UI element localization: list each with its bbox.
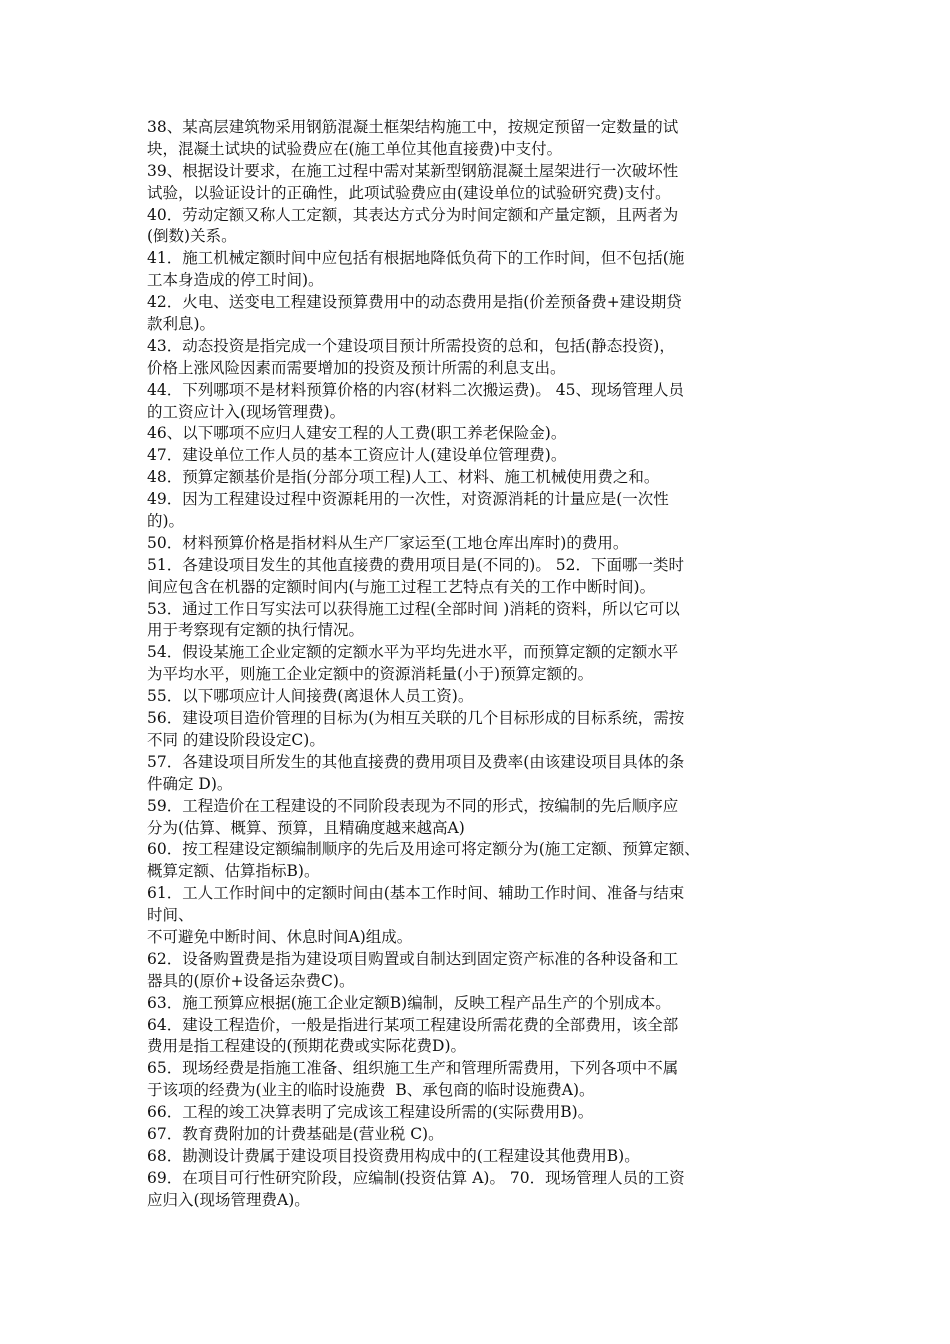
text-line: 的工资应计入(现场管理费)。 bbox=[147, 402, 346, 421]
text-line: 55．以下哪项应计人间接费(离退休人员工资)。 bbox=[147, 687, 474, 706]
text-line: 试验，以验证设计的正确性，此项试验费应由(建设单位的试验研究费)支付。 bbox=[147, 183, 671, 202]
text-line: 款利息)。 bbox=[147, 315, 216, 334]
text-line: 时间、 bbox=[147, 906, 194, 925]
text-line: 63．施工预算应根据(施工企业定额B)编制，反映工程产品生产的个别成本。 bbox=[147, 993, 671, 1012]
text-line: 51．各建设项目发生的其他直接费的费用项目是(不同的)。 52．下面哪一类时 bbox=[147, 555, 684, 574]
text-line: 42．火电、送变电工程建设预算费用中的动态费用是指(价差预备费+建设期贷 bbox=[147, 293, 682, 312]
text-line: 的)。 bbox=[147, 512, 185, 531]
text-line: 48．预算定额基价是指(分部分项工程)人工、材料、施工机械使用费之和。 bbox=[147, 468, 660, 487]
text-line: 于该项的经费为(业主的临时设施费 B、承包商的临时设施费A)。 bbox=[147, 1081, 595, 1100]
text-line: 49．因为工程建设过程中资源耗用的一次性，对资源消耗的计量应是(一次性 bbox=[147, 490, 669, 509]
text-line: 53．通过工作日写实法可以获得施工过程(全部时间 )消耗的资料，所以它可以 bbox=[147, 599, 680, 618]
text-line: 69．在项目可行性研究阶段，应编制(投资估算 A)。 70．现场管理人员的工资 bbox=[147, 1168, 685, 1187]
text-line: 56．建设项目造价管理的目标为(为相互关联的几个目标形成的目标系统，需按 bbox=[147, 709, 685, 728]
text-line: 器具的(原价+设备运杂费C)。 bbox=[147, 971, 355, 990]
text-line: 分为(估算、概算、预算，且精确度越来越高A) bbox=[147, 818, 465, 837]
text-line: 57．各建设项目所发生的其他直接费的费用项目及费率(由该建设项目具体的条 bbox=[147, 752, 685, 771]
text-line: 46、以下哪项不应归人建安工程的人工费(职工养老保险金)。 bbox=[147, 424, 567, 443]
text-line: 44．下列哪项不是材料预算价格的内容(材料二次搬运费)。 45、现场管理人员 bbox=[147, 380, 684, 399]
text-line: 不同 的建设阶段设定C)。 bbox=[147, 730, 325, 749]
text-line: 40．劳动定额又称人工定额，其表达方式分为时间定额和产量定额，且两者为 bbox=[147, 205, 679, 224]
text-line: 41．施工机械定额时间中应包括有根据地降低负荷下的工作时间，但不包括(施 bbox=[147, 249, 685, 268]
text-line: 工本身造成的停工时间)。 bbox=[147, 271, 324, 290]
text-line: 38、某高层建筑物采用钢筋混凝土框架结构施工中，按规定预留一定数量的试 bbox=[147, 118, 679, 136]
text-line: 费用是指工程建设的(预期花费或实际花费D)。 bbox=[147, 1037, 467, 1056]
text-line: 66．工程的竣工决算表明了完成该工程建设所需的(实际费用B)。 bbox=[147, 1103, 594, 1122]
text-line: 50．材料预算价格是指材料从生产厂家运至(工地仓库出库时)的费用。 bbox=[147, 533, 629, 552]
text-line: 54．假设某施工企业定额的定额水平为平均先进水平，而预算定额的定额水平 bbox=[147, 643, 679, 662]
text-line: 62．设备购置费是指为建设项目购置或自制达到固定资产标准的各种设备和工 bbox=[147, 949, 679, 968]
text-line: 不可避免中断时间、休息时间A)组成。 bbox=[147, 927, 413, 946]
text-line: 间应包含在机器的定额时间内(与施工过程工艺特点有关的工作中断时间)。 bbox=[147, 577, 656, 596]
text-line: 64．建设工程造价，一般是指进行某项工程建设所需花费的全部费用，该全部 bbox=[147, 1015, 679, 1034]
text-line: 47．建设单位工作人员的基本工资应计人(建设单位管理费)。 bbox=[147, 446, 567, 465]
text-line: 68．勘测设计费属于建设项目投资费用构成中的(工程建设其他费用B)。 bbox=[147, 1146, 640, 1165]
text-line: 块，混凝土试块的试验费应在(施工单位其他直接费)中支付。 bbox=[147, 139, 563, 158]
text-line: (倒数)关系。 bbox=[147, 227, 237, 246]
text-line: 应归入(现场管理费A)。 bbox=[147, 1190, 310, 1209]
text-line: 39、根据设计要求，在施工过程中需对某新型钢筋混凝土屋架进行一次破坏性 bbox=[147, 161, 679, 180]
text-line: 件确定 D)。 bbox=[147, 774, 233, 793]
text-line: 60．按工程建设定额编制顺序的先后及用途可将定额分为(施工定额、预算定额、 bbox=[147, 840, 700, 859]
text-line: 59．工程造价在工程建设的不同阶段表现为不同的形式，按编制的先后顺序应 bbox=[147, 796, 679, 815]
text-line: 价格上涨风险因素而需要增加的投资及预计所需的利息支出。 bbox=[147, 358, 566, 377]
document-body bbox=[147, 117, 827, 1212]
text-line: 61．工人工作时间中的定额时间由(基本工作时间、辅助工作时间、准备与结束 bbox=[147, 884, 685, 903]
text-line: 43．动态投资是指完成一个建设项目预计所需投资的总和，包括(静态投资)， bbox=[147, 336, 675, 355]
text-line: 65．现场经费是指施工准备、组织施工生产和管理所需费用，下列各项中不属 bbox=[147, 1059, 679, 1078]
text-line: 为平均水平，则施工企业定额中的资源消耗量(小于)预算定额的。 bbox=[147, 665, 594, 684]
text-line: 用于考察现有定额的执行情况。 bbox=[147, 621, 365, 640]
text-line: 67．教育费附加的计费基础是(营业税 C)。 bbox=[147, 1124, 444, 1143]
text-line: 概算定额、估算指标B)。 bbox=[147, 862, 320, 881]
